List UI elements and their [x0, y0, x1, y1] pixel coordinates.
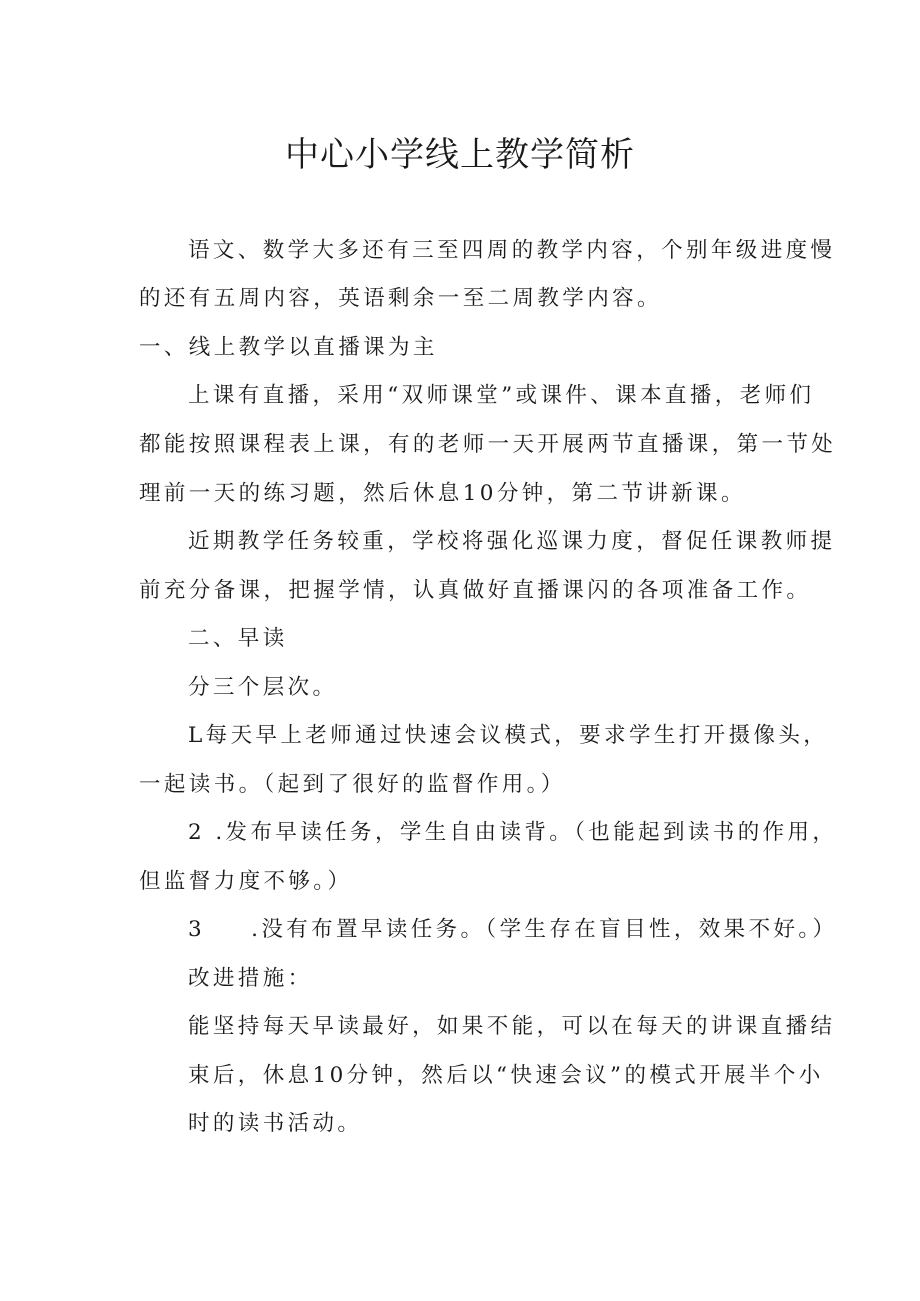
list-item-3-number: 3	[188, 917, 206, 942]
section-2-intro: 分三个层次。	[188, 675, 338, 700]
section-1-paragraph-1-line-1: 上课有直播，采用“双师课堂”或课件、课本直播，老师们	[188, 383, 815, 408]
section-1-paragraph-2-line-2: 前充分备课，把握学情，认真做好直播课闪的各项准备工作。	[139, 578, 812, 603]
measures-heading: 改进措施：	[188, 966, 313, 991]
intro-line-2: 的还有五周内容，英语剩余一至二周教学内容。	[139, 286, 662, 311]
measures-line-2: 束后，休息10分钟，然后以“快速会议”的模式开展半个小	[188, 1063, 824, 1088]
section-1-paragraph-1-line-2: 都能按照课程表上课，有的老师一天开展两节直播课，第一节处	[139, 432, 837, 457]
section-1-paragraph-1-line-3: 理前一天的练习题，然后休息10分钟，第二节讲新课。	[139, 481, 746, 506]
section-2-heading: 二、早读	[188, 626, 288, 651]
document-title: 中心小学线上教学简析	[285, 135, 635, 175]
list-item-3	[188, 914, 837, 946]
list-item-2-line-1: 2 .发布早读任务，学生自由读背。（也能起到读书的作用，	[188, 820, 838, 845]
measures-line-1: 能坚持每天早读最好，如果不能，可以在每天的讲课直播结	[188, 1014, 836, 1039]
list-item-1-line-1: L每天早上老师通过快速会议模式，要求学生打开摄像头，	[188, 723, 829, 748]
list-item-1-line-2: 一起读书。（起到了很好的监督作用。）	[139, 772, 566, 797]
section-1-heading: 一、线上教学以直播课为主	[139, 335, 438, 360]
section-1-paragraph-2-line-1: 近期教学任务较重，学校将强化巡课力度，督促任课教师提	[188, 529, 836, 554]
list-item-3-text: .没有布置早读任务。（学生存在盲目性，效果不好。）	[251, 917, 838, 942]
intro-line-1: 语文、数学大多还有三至四周的教学内容，个别年级进度慢	[188, 238, 836, 263]
measures-line-3: 时的读书活动。	[188, 1111, 363, 1136]
list-item-2-line-2: 但监督力度不够。）	[139, 869, 353, 894]
